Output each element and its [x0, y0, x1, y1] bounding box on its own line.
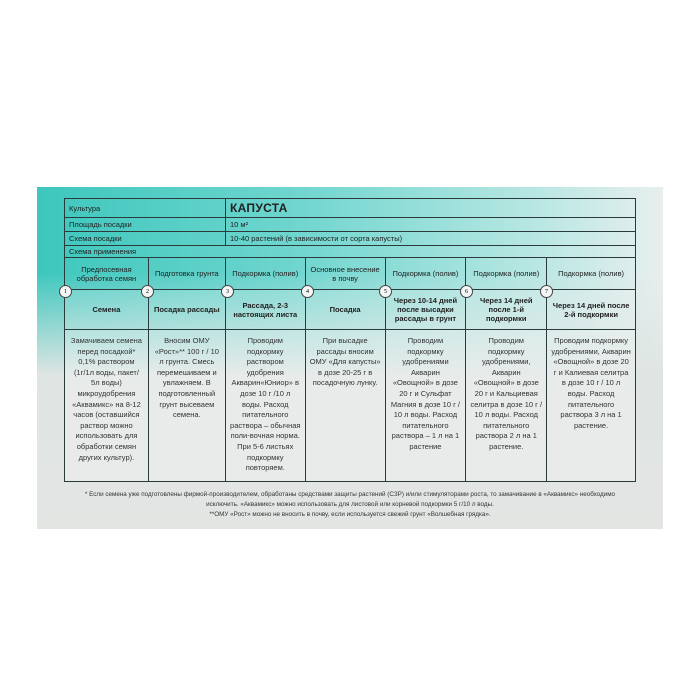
culture-label: Культура	[65, 199, 226, 218]
step-number-badge: 1	[59, 285, 72, 298]
step-sub-1: Семена	[65, 290, 149, 330]
step-body-3: Проводим подкормку раствором удобрения Акварин«Юниор» в дозе 10 г /10 л воды. Расход питательного раствора – обычная поли-вочная норма. При 5-6 листьях подкормку повторяем.	[225, 330, 305, 482]
footnote-1: * Если семена уже подготовлены фирмой-производителем, обработаны средствами защиты растений (СЗР) и/или стимуляторами роста, то замачивание в «Аквамикс» необходимо исключить. «Аквамикс» можно использовать для листовой или корневой подкормки 5 г/10 л воды.	[84, 491, 616, 508]
step-sub-6: Через 14 дней после 1-й подкормки	[466, 290, 547, 330]
area-label: Площадь посадки	[65, 218, 226, 232]
step-body-7: Проводим подкормку удобрениями, Акварин «Овощной» в дозе 20 г и Калиевая селитра в дозе 10 г / 10 л воды. Расход питательного раствора 3 л на 1 растение.	[547, 330, 636, 482]
application-label: Схема применения	[65, 246, 636, 258]
step-header-6: Подкормка (полив)	[466, 258, 547, 290]
scheme-value: 10-40 растений (в зависимости от сорта капусты)	[226, 232, 636, 246]
step-body-6: Проводим подкормку удобрениями, Акварин «Овощной» в дозе 20 г и Кальциевая селитра в дозе 10 г / 10 л воды. Расход питательного раствора 2 л на 1 растение.	[466, 330, 547, 482]
culture-value: КАПУСТА	[226, 199, 636, 218]
step-number-badge: 5	[379, 285, 392, 298]
step-header-7: Подкормка (полив)	[547, 258, 636, 290]
step-sub-4: Посадка	[305, 290, 385, 330]
step-body-1: Замачиваем семена перед посадкой* 0,1% раствором (1г/1л воды, пакет/ 5л воды) микроудобрения «Аквамикс» на 8-12 часов (оставшийся раствор можно использовать для обработки семян других культур).	[65, 330, 149, 482]
scheme-label: Схема посадки	[65, 232, 226, 246]
steps-table	[64, 245, 636, 482]
step-body-2: Вносим ОМУ «Рост»** 100 г / 10 л грунта. Смесь перемешиваем и увлажняем. В подготовленный грунт высеваем семена.	[148, 330, 225, 482]
step-header-3: Подкормка (полив)	[225, 258, 305, 290]
step-body-5: Проводим подкормку удобрениями Акварин «Овощной» в дозе 20 г и Сульфат Магния в дозе 10 г / 10 л воды. Расход питательного раствора – 1 л на 1 растение	[385, 330, 466, 482]
footnotes	[37, 490, 663, 520]
step-number-badge: 7	[540, 285, 553, 298]
instruction-card	[37, 187, 663, 529]
step-header-2: Подготовка грунта	[148, 258, 225, 290]
step-header-1: Предпосевная обработка семян	[65, 258, 149, 290]
step-sub-5: Через 10-14 дней после высадки рассады в грунт	[385, 290, 466, 330]
application-table	[64, 198, 636, 246]
footnote-2: **ОМУ «Рост» можно не вносить в почву, если используется свежий грунт «Волшебная грядка».	[209, 511, 491, 518]
step-number-badge: 6	[460, 285, 473, 298]
area-value: 10 м²	[226, 218, 636, 232]
step-number-badge: 3	[221, 285, 234, 298]
step-header-5: Подкормка (полив)	[385, 258, 466, 290]
step-number-badge: 4	[301, 285, 314, 298]
step-sub-2: Посадка рассады	[148, 290, 225, 330]
step-body-4: При высадке рассады вносим ОМУ «Для капусты» в дозе 20-25 г в посадочную лунку.	[305, 330, 385, 482]
step-number-badge: 2	[141, 285, 154, 298]
step-sub-3: Рассада, 2-3 настоящих листа	[225, 290, 305, 330]
step-sub-7: Через 14 дней после 2-й подкормки	[547, 290, 636, 330]
step-header-4: Основное внесение в почву	[305, 258, 385, 290]
